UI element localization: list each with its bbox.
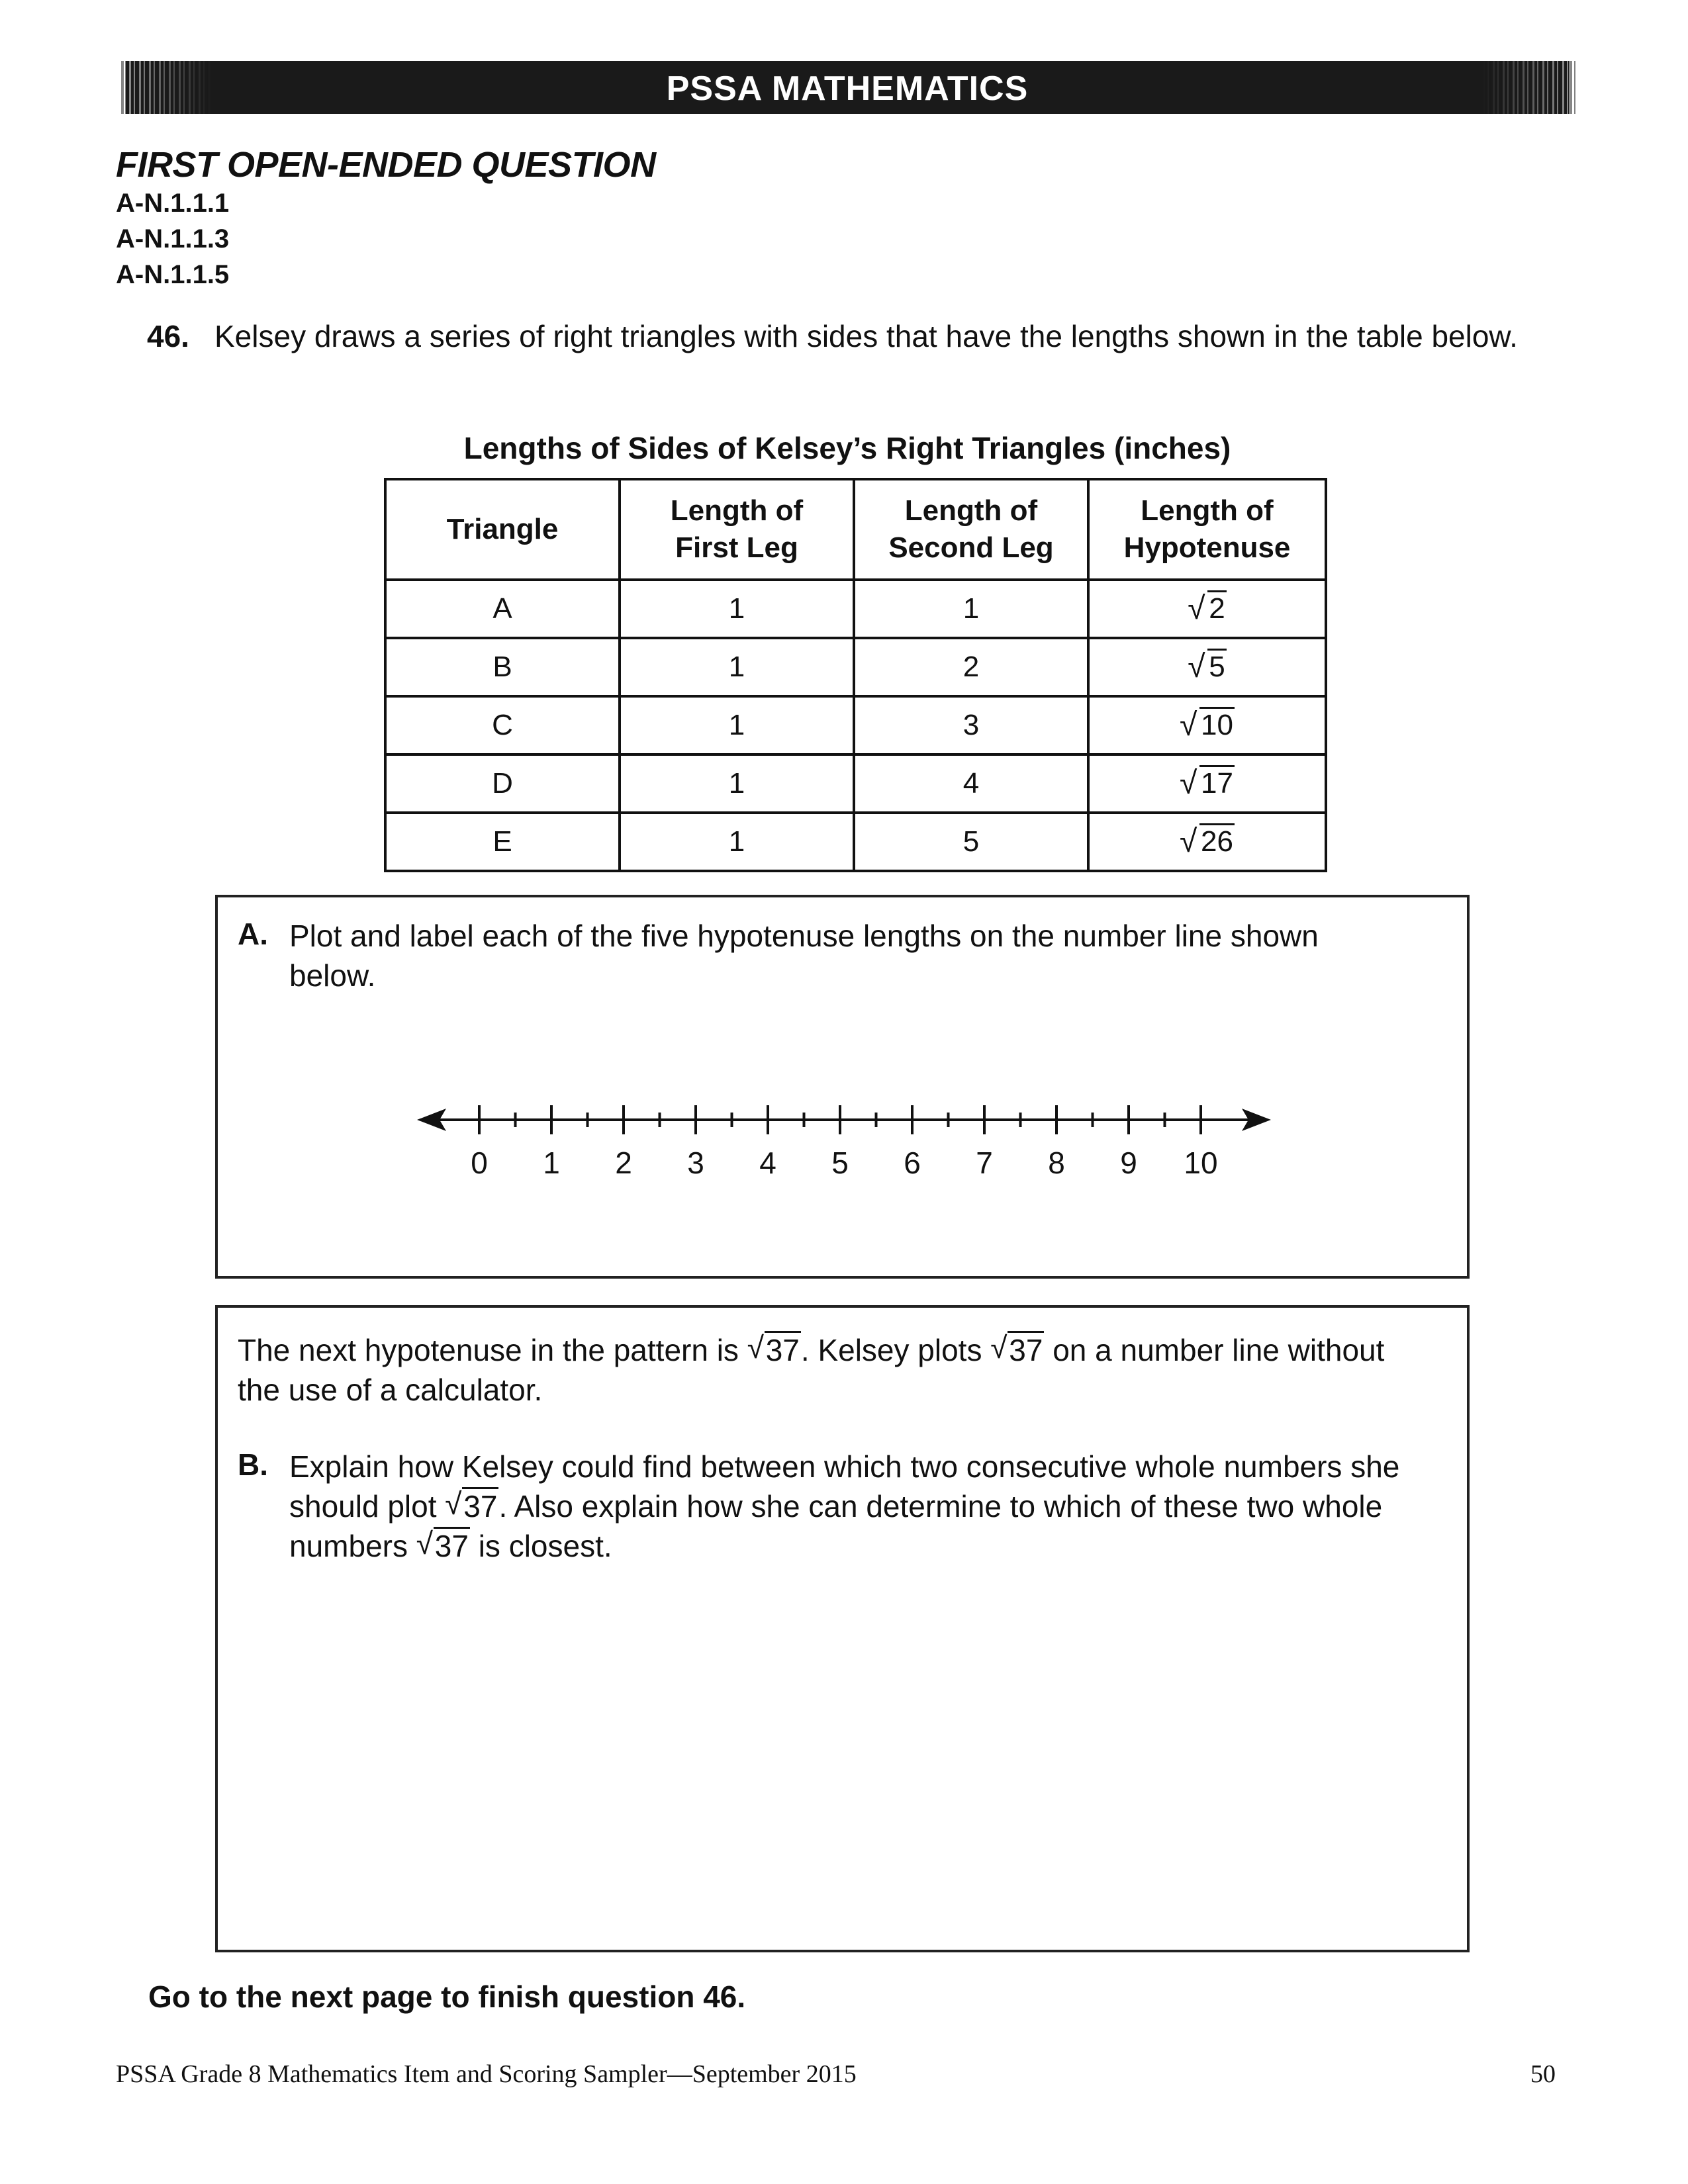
radical-sign: √ <box>990 1330 1008 1365</box>
anchor-code: A-N.1.1.5 <box>116 260 230 289</box>
tick-label: 10 <box>1184 1146 1218 1180</box>
cell-triangle: E <box>385 813 620 871</box>
part-b-intro: The next hypotenuse in the pattern is √ 37. Kelsey plots √ 37 on a number line without the use of a calculator. <box>238 1330 1429 1410</box>
radical-expression: √ 37 <box>416 1526 470 1566</box>
radical-expression: √ 37 <box>990 1330 1044 1370</box>
radical-sign: √ <box>747 1330 764 1365</box>
tick-label: 4 <box>759 1146 776 1180</box>
part-b-letter: B. <box>238 1447 268 1482</box>
triangle-table <box>384 478 1327 872</box>
tick-label: 1 <box>543 1146 560 1180</box>
header-title: PSSA MATHEMATICS <box>666 69 1029 108</box>
question-number: 46. <box>147 319 189 353</box>
radical-expression: √ 37 <box>747 1330 801 1370</box>
tick-label: 2 <box>615 1146 632 1180</box>
part-a-box <box>215 895 1470 1279</box>
number-line[interactable] <box>417 1089 1271 1195</box>
table-row <box>385 754 1326 813</box>
table-header-row <box>385 479 1326 580</box>
radical-sign: √ <box>1180 707 1197 743</box>
cell-first-leg: 1 <box>620 813 854 871</box>
part-a-text: Plot and label each of the five hypotenuse lengths on the number line shown below. <box>289 919 1319 993</box>
table-row <box>385 813 1326 871</box>
part-a-letter: A. <box>238 917 268 951</box>
radical-sign: √ <box>1188 591 1205 626</box>
cell-triangle: C <box>385 696 620 754</box>
publication-title: PSSA Grade 8 Mathematics Item and Scoring Sampler—September 2015 <box>116 2060 857 2088</box>
cell-hypotenuse: √ 10 <box>1088 696 1326 754</box>
radical-sign: √ <box>1180 824 1197 859</box>
table-row <box>385 696 1326 754</box>
tick-label: 9 <box>1120 1146 1137 1180</box>
part-b-box <box>215 1305 1470 1952</box>
column-header: Length of Hypotenuse <box>1088 479 1326 580</box>
cell-first-leg: 1 <box>620 638 854 696</box>
tick-label: 5 <box>831 1146 849 1180</box>
cell-first-leg: 1 <box>620 580 854 638</box>
cell-hypotenuse: √ 5 <box>1088 638 1326 696</box>
cell-first-leg: 1 <box>620 696 854 754</box>
cell-second-leg: 5 <box>854 813 1088 871</box>
tick-label: 7 <box>976 1146 993 1180</box>
anchor-list <box>116 185 229 293</box>
column-header: Triangle <box>385 479 620 580</box>
tick-label: 3 <box>687 1146 704 1180</box>
next-page-instruction: Go to the next page to finish question 46. <box>148 1979 746 2014</box>
cell-second-leg: 3 <box>854 696 1088 754</box>
page-number: 50 <box>1530 2060 1556 2088</box>
table-title: Lengths of Sides of Kelsey’s Right Triangles (inches) <box>463 431 1231 465</box>
table-row <box>385 580 1326 638</box>
cell-hypotenuse: √ 17 <box>1088 754 1326 813</box>
radical-sign: √ <box>445 1486 462 1521</box>
tick-label: 6 <box>904 1146 921 1180</box>
column-header: Length of First Leg <box>620 479 854 580</box>
cell-hypotenuse: √ 26 <box>1088 813 1326 871</box>
cell-second-leg: 4 <box>854 754 1088 813</box>
cell-triangle: A <box>385 580 620 638</box>
anchor-code: A-N.1.1.3 <box>116 224 230 253</box>
radical-sign: √ <box>1188 649 1205 684</box>
column-header: Length of Second Leg <box>854 479 1088 580</box>
cell-second-leg: 2 <box>854 638 1088 696</box>
header-bar <box>126 61 1569 114</box>
radical-expression: √ 37 <box>445 1486 498 1526</box>
tick-label: 0 <box>471 1146 488 1180</box>
cell-triangle: D <box>385 754 620 813</box>
radical-sign: √ <box>1180 766 1197 801</box>
anchor-code: A-N.1.1.1 <box>116 189 230 218</box>
cell-second-leg: 1 <box>854 580 1088 638</box>
question-text: Kelsey draws a series of right triangles with sides that have the lengths shown in the table below. <box>214 319 1518 353</box>
cell-first-leg: 1 <box>620 754 854 813</box>
cell-hypotenuse: √ 2 <box>1088 580 1326 638</box>
tick-label: 8 <box>1048 1146 1065 1180</box>
section-title: FIRST OPEN-ENDED QUESTION <box>116 145 656 185</box>
part-b-text: Explain how Kelsey could find between which two consecutive whole numbers she should plot √ 37. Also explain how she can determine to which of these two whole numbers √ 37 is closest. <box>289 1447 1441 1566</box>
cell-triangle: B <box>385 638 620 696</box>
table-row <box>385 638 1326 696</box>
radical-sign: √ <box>416 1526 433 1561</box>
